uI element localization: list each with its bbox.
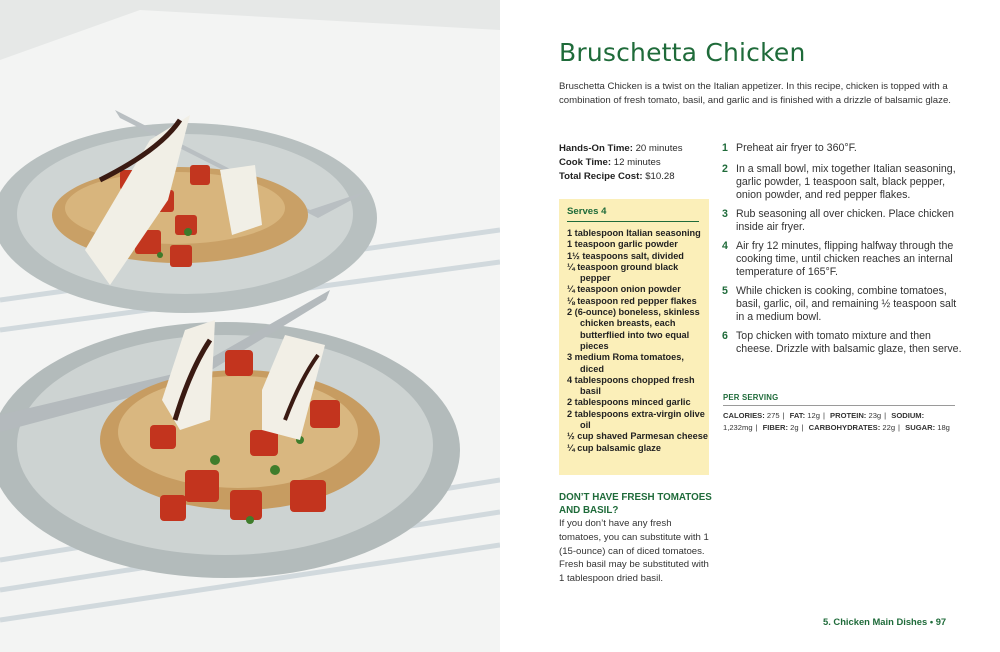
meta-label: Cook Time: xyxy=(559,157,612,168)
cook-time xyxy=(559,156,719,170)
ingredients-box xyxy=(559,199,709,475)
ingredient-item: ¼ teaspoon onion powder xyxy=(567,284,681,295)
step-item xyxy=(722,285,962,324)
nutrition-label: PROTEIN: xyxy=(830,411,867,420)
hands-on-time xyxy=(559,142,719,156)
step-text: Air fry 12 minutes, flipping halfway through the cooking time, until chicken reaches an internal temperature of 165°F. xyxy=(736,240,954,278)
ingredient-item: 1 teaspoon garlic powder xyxy=(567,239,678,250)
step-item xyxy=(722,163,962,202)
ingredient-item: ½ cup shaved Parmesan cheese xyxy=(567,431,708,442)
nutrition-value: 275 xyxy=(766,411,780,420)
step-number: 6 xyxy=(722,330,728,342)
step-number: 1 xyxy=(722,142,728,154)
step-item xyxy=(722,240,962,279)
ingredient-item: 4 tablespoons chopped fresh basil xyxy=(567,374,695,397)
meta-value: 12 minutes xyxy=(613,157,661,168)
step-text: Preheat air fryer to 360°F. xyxy=(736,142,857,154)
ingredient-item: 1 tablespoon Italian seasoning xyxy=(567,228,701,238)
nutrition-label: CARBOHYDRATES: xyxy=(808,423,881,432)
ingredient-item: ¼ teaspoon ground black pepper xyxy=(567,261,679,284)
recipe-intro: Bruschetta Chicken is a twist on the Italian appetizer. In this recipe, chicken is topped with a combination of fresh tomato, basil, and garlic and is finished with a drizzle of balsamic glaze. xyxy=(559,81,951,106)
ingredient-item: 2 tablespoons minced garlic xyxy=(567,397,691,408)
nutrition-facts: CALORIES: 275 | FAT: 12g | PROTEIN: 23g | SODIUM: 1,232mg | FIBER: 2g | CARBOHYDRATES: 22g | SUGAR: 18g xyxy=(723,411,950,432)
tip-heading: DON’T HAVE FRESH TOMATOES AND BASIL? xyxy=(559,492,712,516)
step-item xyxy=(722,330,962,356)
tip-text: If you don’t have any fresh tomatoes, you can substitute with 1 (15-ounce) can of diced tomatoes. Fresh basil may be substituted with 1 tablespoon dried basil. xyxy=(559,518,709,585)
page-footer xyxy=(823,616,946,627)
nutrition-label: FAT: xyxy=(789,411,806,420)
nutrition-value: 2g xyxy=(790,423,799,432)
page-number: 97 xyxy=(935,616,947,627)
nutrition-value: 1,232mg xyxy=(723,423,753,432)
step-number: 4 xyxy=(722,240,728,252)
step-number: 5 xyxy=(722,285,728,297)
ingredient-item: ⅛ teaspoon red pepper flakes xyxy=(567,295,697,306)
recipe-meta xyxy=(559,142,719,184)
per-serving-heading: PER SERVING xyxy=(723,393,955,406)
step-text: Top chicken with tomato mixture and then cheese. Drizzle with balsamic glaze, then serve. xyxy=(736,330,962,355)
meta-value: $10.28 xyxy=(645,171,675,182)
serves-heading: Serves 4 xyxy=(567,206,699,222)
nutrition-label: SODIUM: xyxy=(891,411,925,420)
nutrition-label: CALORIES: xyxy=(723,411,765,420)
chapter-title: 5. Chicken Main Dishes xyxy=(823,616,928,627)
recipe-title: Bruschetta Chicken xyxy=(559,38,806,67)
recipe-page xyxy=(500,0,1000,652)
step-text: In a small bowl, mix together Italian seasoning, garlic powder, 1 teaspoon salt, black pepper, onion powder, and red pepper flakes. xyxy=(736,163,956,201)
ingredient-item: 3 medium Roma tomatoes, diced xyxy=(567,352,684,374)
ingredient-item: 2 (6-ounce) boneless, skinless chicken breasts, each butterflied into two equal pieces xyxy=(567,307,700,351)
step-item xyxy=(722,208,962,234)
step-item xyxy=(722,142,962,155)
nutrition-value: 22g xyxy=(882,423,896,432)
step-text: While chicken is cooking, combine tomatoes, basil, garlic, oil, and remaining ½ teaspoon salt in a medium bowl. xyxy=(736,285,957,323)
nutrition-value: 18g xyxy=(937,423,950,432)
nutrition-label: FIBER: xyxy=(762,423,788,432)
instruction-steps xyxy=(722,142,962,362)
meta-label: Hands-On Time: xyxy=(559,143,633,154)
step-number: 2 xyxy=(722,163,728,175)
ingredient-item: 1½ teaspoons salt, divided xyxy=(567,250,684,261)
ingredient-list xyxy=(567,228,709,454)
step-number: 3 xyxy=(722,208,728,220)
meta-label: Total Recipe Cost: xyxy=(559,171,643,182)
nutrition-label: SUGAR: xyxy=(905,423,936,432)
ingredient-item: 2 tablespoons extra-virgin olive oil xyxy=(567,408,705,431)
nutrition-value: 12g xyxy=(807,411,820,420)
step-text: Rub seasoning all over chicken. Place chicken inside air fryer. xyxy=(736,208,954,233)
nutrition-value: 23g xyxy=(868,411,882,420)
meta-value: 20 minutes xyxy=(635,143,683,154)
total-recipe-cost xyxy=(559,170,719,184)
footer-bullet: • xyxy=(929,616,934,627)
ingredient-item: ¼ cup balsamic glaze xyxy=(567,442,661,453)
